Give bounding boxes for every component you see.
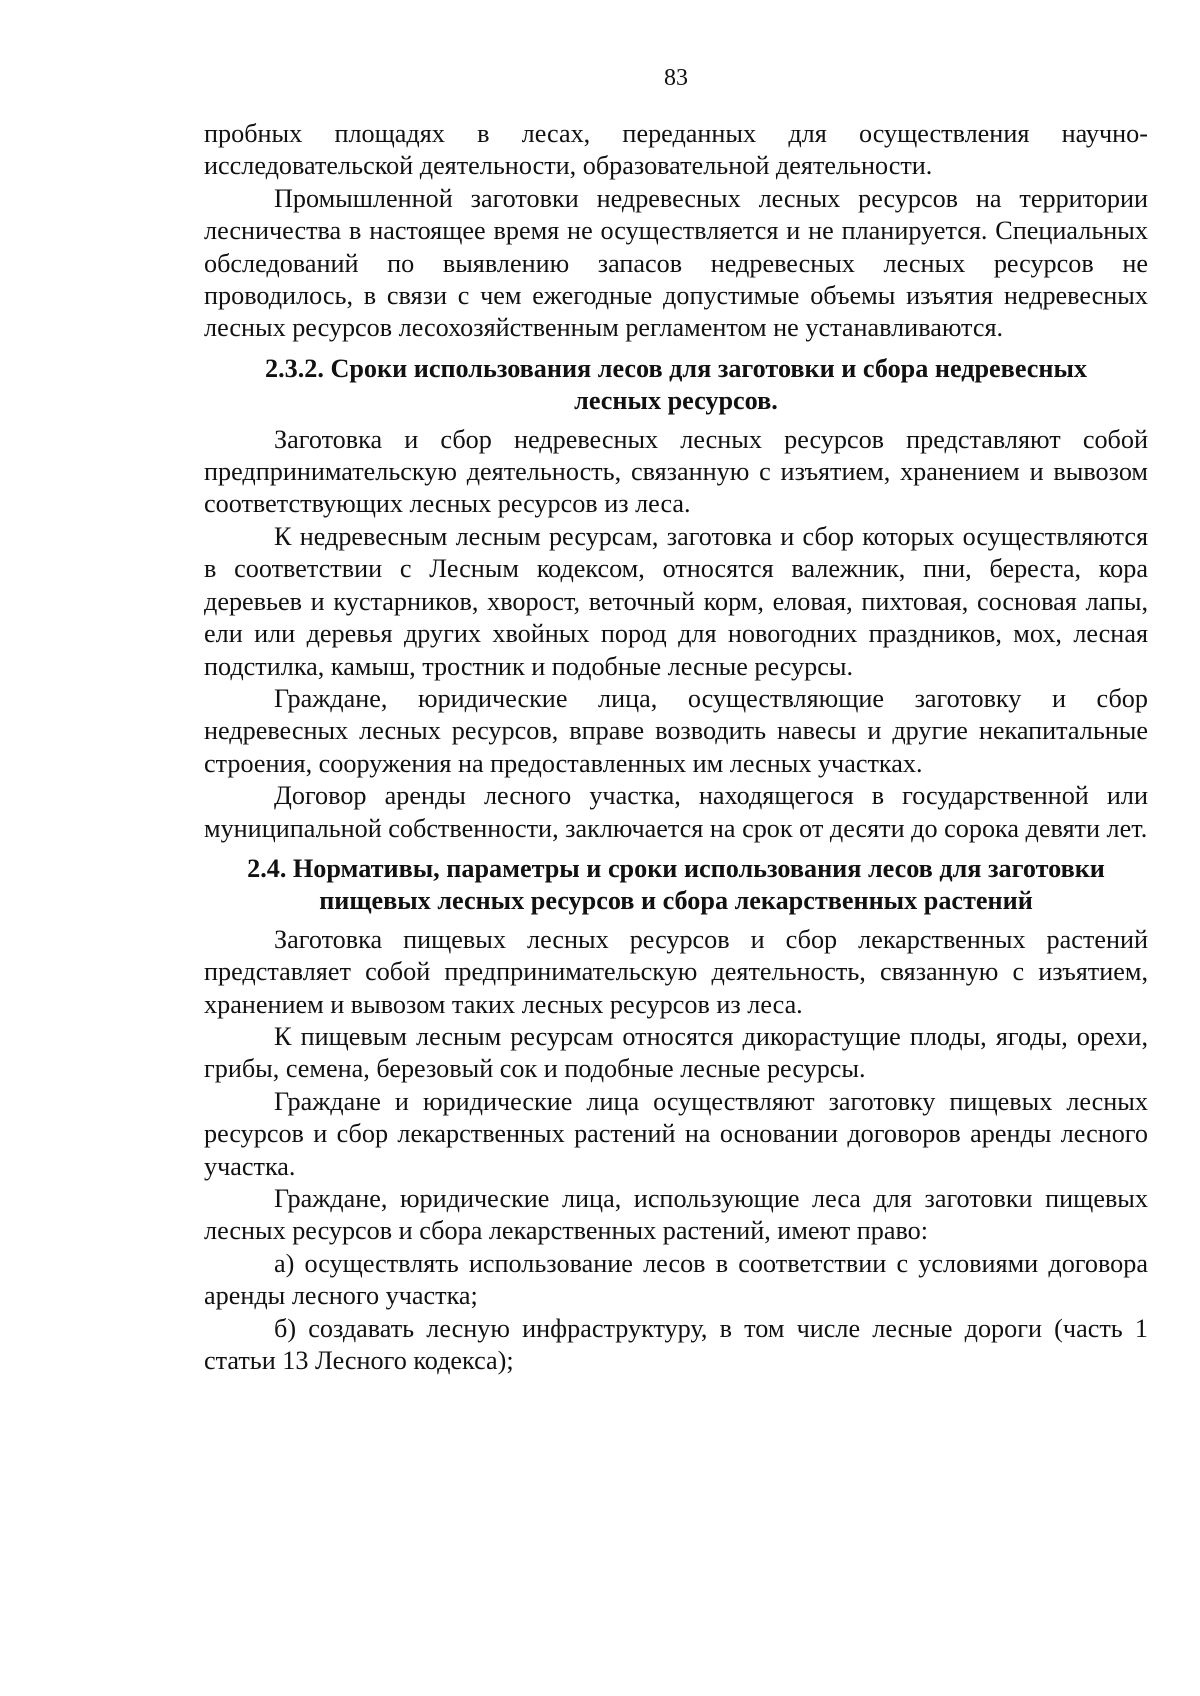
heading-line: пищевых лесных ресурсов и сбора лекарственных растений [319,886,1033,916]
paragraph: Заготовка и сбор недревесных лесных ресурсов представляют собой предпринимательскую деятельность, связанную с изъятием, хранением и вывозом соответствующих лесных ресурсов из леса. [204,424,1148,519]
list-item: б) создавать лесную инфраструктуру, в том числе лесные дороги (часть 1 статьи 13 Лесного кодекса); [204,1313,1148,1376]
paragraph: К пищевым лесным ресурсам относятся дикорастущие плоды, ягоды, орехи, грибы, семена, березовый сок и подобные лесные ресурсы. [204,1021,1148,1084]
page-content [204,62,1148,1377]
paragraph: пробных площадях в лесах, переданных для осуществления научно-исследовательской деятельности, образовательной деятельности. [204,119,1148,181]
list-item: а) осуществлять использование лесов в соответствии с условиями договора аренды лесного участка; [204,1248,1148,1311]
heading-line: лесных ресурсов. [574,386,778,416]
paragraph: Граждане, юридические лица, осуществляющие заготовку и сбор недревесных лесных ресурсов, вправе возводить навесы и другие некапитальные строения, сооружения на предоставленных им лесных участках. [204,683,1148,778]
heading-line: 2.4. Нормативы, параметры и сроки использования лесов для заготовки [247,853,1105,883]
section-heading-2-3-2 [204,353,1148,418]
paragraph: Граждане и юридические лица осуществляют заготовку пищевых лесных ресурсов и сбор лекарственных растений на основании договоров аренды лесного участка. [204,1086,1148,1181]
paragraph: Договор аренды лесного участка, находящегося в государственной или муниципальной собственности, заключается на срок от десяти до сорока девяти лет. [204,781,1148,843]
page-number: 83 [664,65,688,91]
paragraph: Заготовка пищевых лесных ресурсов и сбор лекарственных растений представляет собой предпринимательскую деятельность, связанную с изъятием, хранением и вывозом таких лесных ресурсов из леса. [204,924,1148,1019]
heading-line: 2.3.2. Сроки использования лесов для заготовки и сбора недревесных [264,353,1088,383]
paragraph: Граждане, юридические лица, использующие леса для заготовки пищевых лесных ресурсов и сбора лекарственных растений, имеют право: [204,1184,1148,1246]
section-heading-2-4 [204,853,1148,918]
paragraph: Промышленной заготовки недревесных лесных ресурсов на территории лесничества в настоящее время не осуществляется и не планируется. Специальных обследований по выявлению запасов недревесных лесных ресурсов не проводилось, в связи с чем ежегодные допустимые объемы изъятия недревесных лесных ресурсов лесохозяйственным регламентом не устанавливаются. [204,183,1148,343]
paragraph: К недревесным лесным ресурсам, заготовка и сбор которых осуществляются в соответствии с Лесным кодексом, относятся валежник, пни, береста, кора деревьев и кустарников, хворост, веточный корм, еловая, пихтовая, сосновая лапы, ели или деревья других хвойных пород для новогодних праздников, мох, лесная подстилка, камыш, тростник и подобные лесные ресурсы. [204,521,1148,681]
